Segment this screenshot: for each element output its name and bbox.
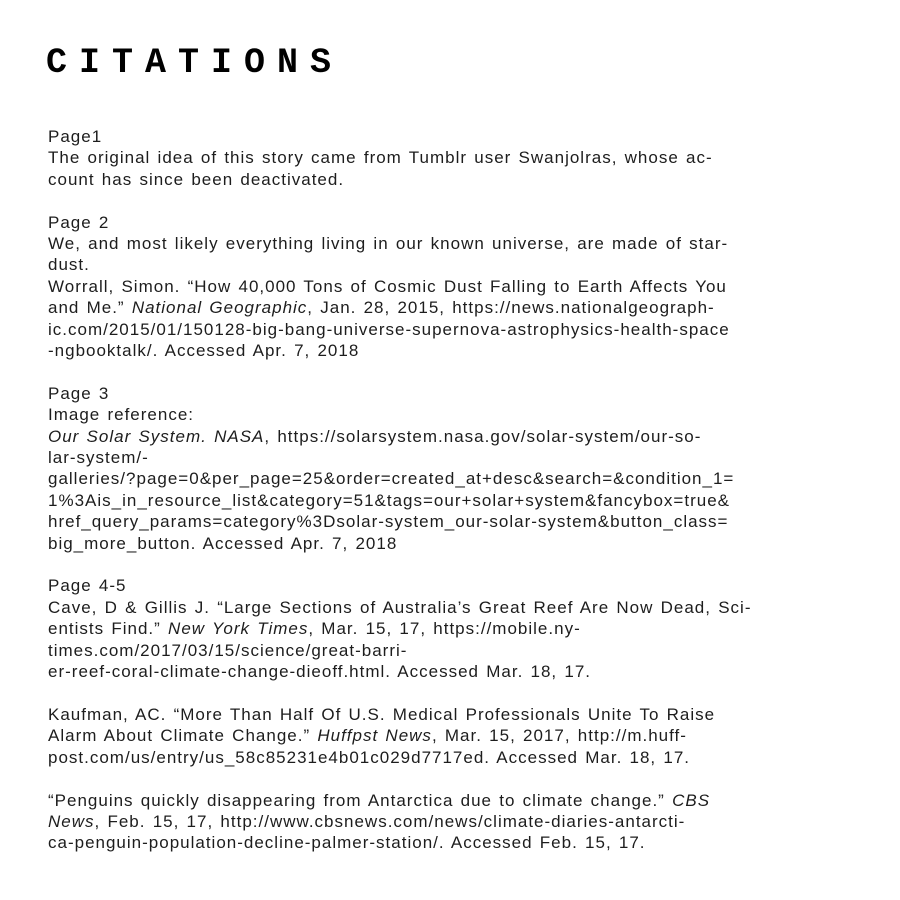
citation-line bbox=[48, 747, 863, 768]
citation-line bbox=[48, 319, 863, 340]
text-run: times.com/2017/03/15/science/great-barri- bbox=[48, 640, 408, 660]
citation-line bbox=[48, 661, 863, 682]
text-run: 1%3Ais_in_resource_list&category=51&tags=our+solar+system&fancybox=true& bbox=[48, 490, 730, 510]
text-run: Image reference: bbox=[48, 405, 195, 425]
italic-text-run: National Geographic bbox=[131, 298, 308, 318]
citation-line bbox=[48, 254, 863, 275]
text-run: The original idea of this story came from Tumblr user Swanjolras, whose ac- bbox=[48, 148, 713, 168]
text-run: Page 3 bbox=[48, 383, 110, 403]
text-run: big_more_button. Accessed Apr. 7, 2018 bbox=[48, 533, 398, 553]
text-run: Alarm About Climate Change.” bbox=[48, 726, 318, 746]
citation-line bbox=[48, 790, 863, 811]
text-run: Cave, D & Gillis J. “Large Sections of Australia’s Great Reef Are Now Dead, Sci- bbox=[48, 597, 752, 617]
text-run: “Penguins quickly disappearing from Antarctica due to climate change.” bbox=[48, 790, 673, 810]
citation-paragraph-page3-image-reference bbox=[48, 383, 863, 554]
text-run: , Jan. 28, 2015, https://news.nationalgeograph- bbox=[307, 298, 715, 318]
page-title: CITATIONS bbox=[46, 43, 344, 83]
text-run: galleries/?page=0&per_page=25&order=created_at+desc&search=&condition_1= bbox=[48, 469, 735, 489]
text-run: ic.com/2015/01/150128-big-bang-universe-supernova-astrophysics-health-space bbox=[48, 319, 730, 339]
citation-line bbox=[48, 640, 863, 661]
citation-line bbox=[48, 126, 863, 147]
text-run: and Me.” bbox=[48, 298, 132, 318]
citation-line bbox=[48, 233, 863, 254]
citation-line bbox=[48, 575, 863, 596]
citation-line bbox=[48, 490, 863, 511]
text-run: Page1 bbox=[48, 127, 103, 146]
citation-line bbox=[48, 725, 863, 746]
text-run: , Mar. 15, 2017, http://m.huff- bbox=[431, 726, 687, 746]
citation-line bbox=[48, 597, 863, 618]
italic-text-run: Huffpst News bbox=[317, 726, 432, 746]
text-run: entists Find.” bbox=[48, 619, 169, 639]
text-run: Kaufman, AC. “More Than Half Of U.S. Medical Professionals Unite To Raise bbox=[48, 704, 716, 724]
text-run: Page 2 bbox=[48, 212, 110, 232]
text-run: , https://solarsystem.nasa.gov/solar-system/our-so- bbox=[264, 426, 702, 446]
text-run: , Mar. 15, 17, https://mobile.ny- bbox=[308, 619, 581, 639]
citation-line bbox=[48, 704, 863, 725]
citation-paragraph-page4-5-medical-professionals bbox=[48, 704, 863, 768]
citation-line bbox=[48, 811, 863, 832]
citation-paragraph-page2-stardust bbox=[48, 212, 863, 362]
citation-line bbox=[48, 169, 863, 190]
citations-body bbox=[48, 126, 863, 875]
italic-text-run: Our Solar System. NASA bbox=[48, 426, 265, 446]
citation-line bbox=[48, 618, 863, 639]
citation-line bbox=[48, 426, 863, 447]
citation-line bbox=[48, 383, 863, 404]
citation-line bbox=[48, 447, 863, 468]
text-run: Worrall, Simon. “How 40,000 Tons of Cosmic Dust Falling to Earth Affects You bbox=[48, 276, 727, 296]
text-run: lar-system/- bbox=[48, 448, 149, 468]
text-run: href_query_params=category%3Dsolar-system_our-solar-system&button_class= bbox=[48, 512, 729, 532]
text-run: dust. bbox=[48, 255, 90, 275]
text-run: , Feb. 15, 17, http://www.cbsnews.com/news/climate-diaries-antarcti- bbox=[94, 811, 686, 831]
citation-line bbox=[48, 276, 863, 297]
text-run: -ngbooktalk/. Accessed Apr. 7, 2018 bbox=[48, 341, 360, 361]
citation-paragraph-page1-tumblr-credit bbox=[48, 126, 863, 190]
italic-text-run: CBS bbox=[672, 790, 711, 810]
text-run: ca-penguin-population-decline-palmer-station/. Accessed Feb. 15, 17. bbox=[48, 833, 646, 853]
citation-line bbox=[48, 468, 863, 489]
italic-text-run: News bbox=[48, 811, 95, 831]
text-run: We, and most likely everything living in our known universe, are made of star- bbox=[48, 234, 729, 254]
citation-line bbox=[48, 832, 863, 853]
citation-line bbox=[48, 340, 863, 361]
citation-paragraph-page4-5-great-reef bbox=[48, 575, 863, 682]
text-run: post.com/us/entry/us_58c85231e4b01c029d7717ed. Accessed Mar. 18, 17. bbox=[48, 747, 691, 767]
citation-line bbox=[48, 297, 863, 318]
text-run: count has since been deactivated. bbox=[48, 169, 345, 189]
citation-line bbox=[48, 533, 863, 554]
text-run: Page 4-5 bbox=[48, 576, 127, 596]
citation-paragraph-page4-5-penguins bbox=[48, 790, 863, 854]
italic-text-run: New York Times bbox=[168, 619, 309, 639]
text-run: er-reef-coral-climate-change-dieoff.html. Accessed Mar. 18, 17. bbox=[48, 662, 592, 682]
citation-line bbox=[48, 212, 863, 233]
citation-line bbox=[48, 404, 863, 425]
citation-line bbox=[48, 511, 863, 532]
citation-line bbox=[48, 147, 863, 168]
